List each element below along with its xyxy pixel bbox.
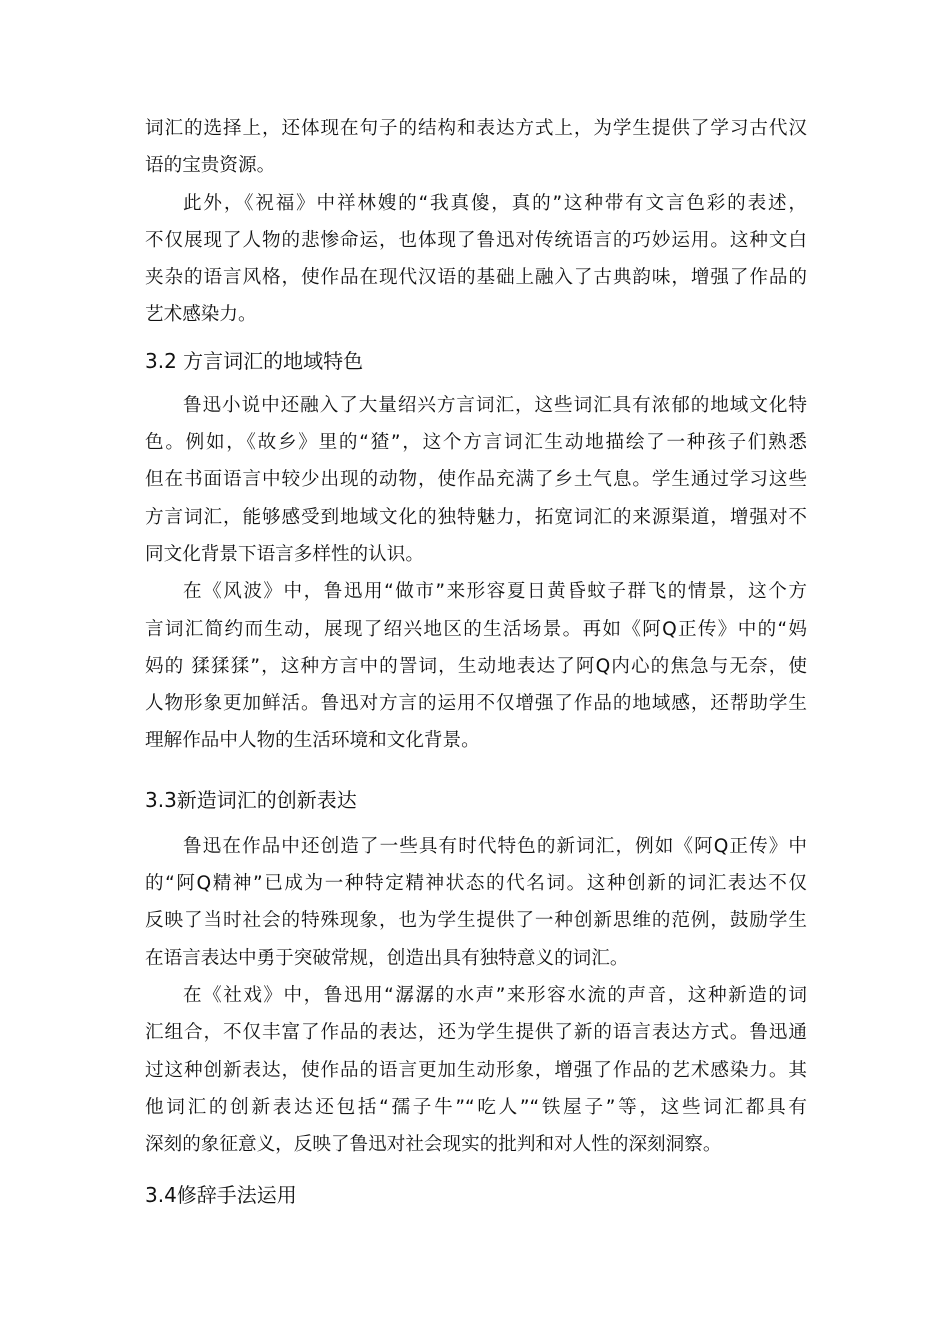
text-line: 理解作品中人物的生活环境和文化背景。 — [145, 730, 480, 752]
text-line: 深刻的象征意义，反映了鲁迅对社会现实的批判和对人性的深刻洞察。 — [145, 1134, 722, 1156]
paragraph — [145, 185, 807, 334]
text-line: 在《风波》中，鲁迅用“做市”来形容夏日黄昏蚊子群飞的情景，这个方 — [183, 581, 807, 603]
text-line: 方言词汇，能够感受到地域文化的独特魅力，拓宽词汇的来源渠道，增强对不 — [145, 506, 807, 528]
text-line: 色。例如，《故乡》里的“猹”，这个方言词汇生动地描绘了一种孩子们熟悉 — [145, 432, 807, 454]
text-line: 反映了当时社会的特殊现象，也为学生提供了一种创新思维的范例，鼓励学生 — [145, 910, 807, 932]
text-line: 但在书面语言中较少出现的动物，使作品充满了乡土气息。学生通过学习这些 — [145, 469, 807, 491]
text-line: 他词汇的创新表达还包括“孺子牛”“吃人”“铁屋子”等，这些词汇都具有 — [145, 1096, 807, 1118]
section-3-3-body — [145, 828, 807, 1164]
text-line: 鲁迅小说中还融入了大量绍兴方言词汇，这些词汇具有浓郁的地域文化特 — [183, 394, 807, 416]
text-line: 夹杂的语言风格，使作品在现代汉语的基础上融入了古典韵味，增强了作品的 — [145, 267, 807, 289]
text-line: 的“阿Q精神”已成为一种特定精神状态的代名词。这种创新的词汇表达不仅 — [145, 873, 807, 895]
text-line: 汇组合，不仅丰富了作品的表达，还为学生提供了新的语言表达方式。鲁迅通 — [145, 1022, 807, 1044]
paragraph — [145, 110, 807, 185]
text-line: 艺术感染力。 — [145, 304, 257, 326]
text-line: 过这种创新表达，使作品的语言更加生动形象，增强了作品的艺术感染力。其 — [145, 1059, 807, 1081]
paragraph — [145, 977, 807, 1163]
section-heading-3-2: 3.2 方言词汇的地域特色 — [145, 348, 364, 373]
text-line: 词汇的选择上，还体现在句子的结构和表达方式上，为学生提供了学习古代汉 — [145, 118, 807, 139]
text-line: 此外，《祝福》中祥林嫂的“我真傻，真的”这种带有文言色彩的表述， — [183, 192, 807, 214]
text-line: 在语言表达中勇于突破常规，创造出具有独特意义的词汇。 — [145, 947, 629, 969]
text-line: 同文化背景下语言多样性的认识。 — [145, 543, 424, 565]
text-line: 言词汇简约而生动，展现了绍兴地区的生活场景。再如《阿Q正传》中的“妈 — [145, 618, 807, 640]
text-line: 不仅展现了人物的悲惨命运，也体现了鲁迅对传统语言的巧妙运用。这种文白 — [145, 229, 807, 251]
text-line: 语的宝贵资源。 — [145, 155, 276, 177]
paragraph — [145, 387, 807, 573]
paragraph — [145, 573, 807, 759]
intro-paragraphs — [145, 110, 807, 334]
text-line: 在《社戏》中，鲁迅用“潺潺的水声”来形容水流的声音，这种新造的词 — [183, 984, 807, 1006]
section-heading-3-3: 3.3新造词汇的创新表达 — [145, 787, 357, 812]
text-line: 人物形象更加鲜活。鲁迅对方言的运用不仅增强了作品的地域感，还帮助学生 — [145, 693, 807, 715]
paragraph — [145, 828, 807, 977]
section-3-2-body — [145, 387, 807, 760]
text-line: 鲁迅在作品中还创造了一些具有时代特色的新词汇，例如《阿Q正传》中 — [183, 835, 807, 857]
section-heading-3-4: 3.4修辞手法运用 — [145, 1183, 297, 1208]
document-page — [145, 110, 807, 1214]
text-line: 妈的 猱猱猱”，这种方言中的詈词，生动地表达了阿Q内心的焦急与无奈，使 — [145, 655, 807, 677]
